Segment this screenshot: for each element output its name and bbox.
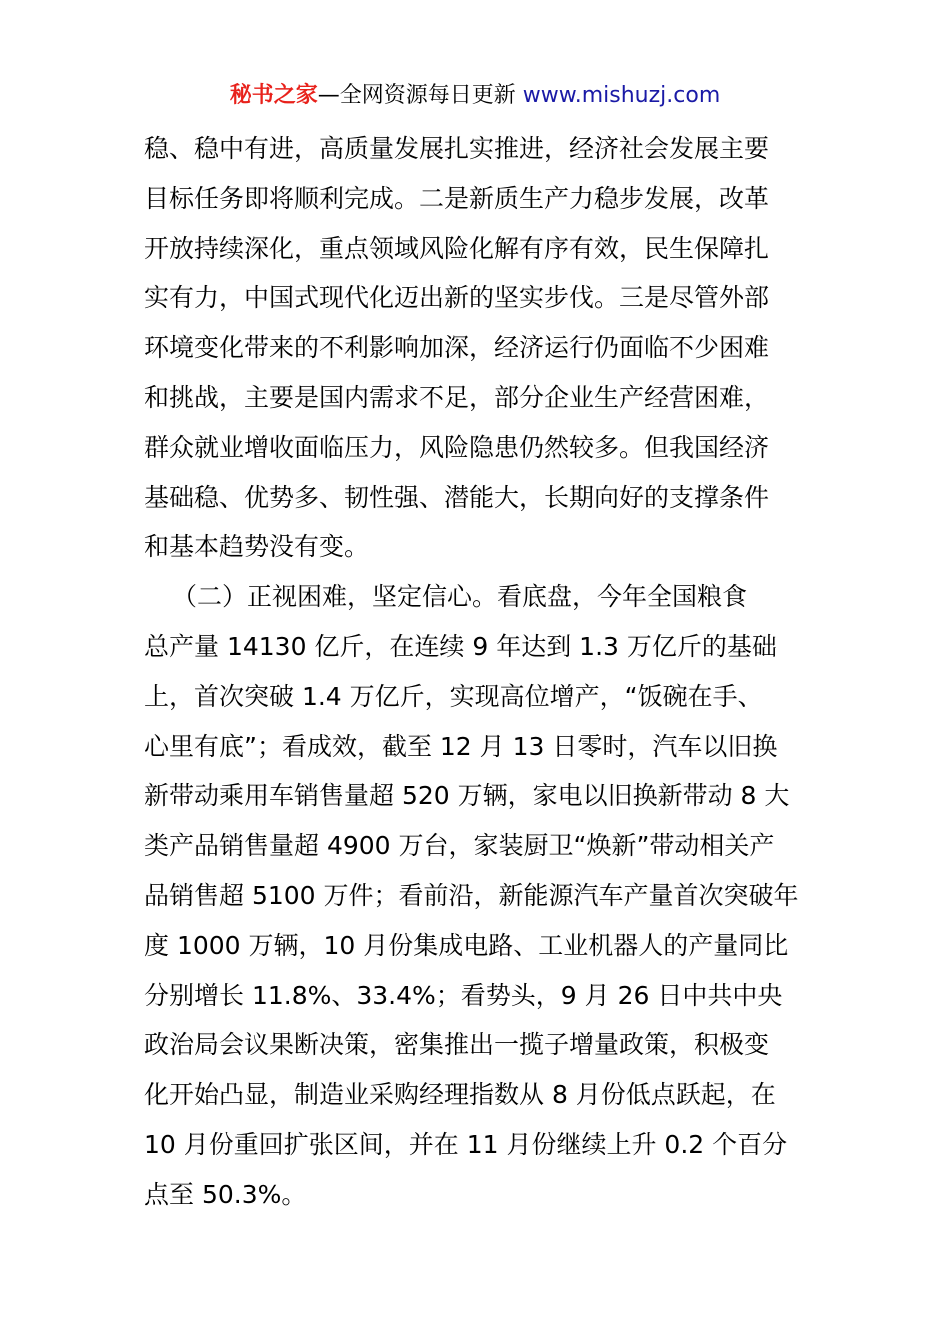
text-line: 基础稳、优势多、韧性强、潜能大，长期向好的支撑条件 (144, 482, 770, 512)
text-line: 群众就业增收面临压力，风险隐患仍然较多。但我国经济 (144, 432, 770, 462)
text-line: 上，首次突破 1.4 万亿斤，实现高位增产，“饭碗在手、 (144, 681, 763, 711)
text-line: 品销售超 5100 万件；看前沿，新能源汽车产量首次突破年 (144, 880, 799, 910)
text-line: 和挑战，主要是国内需求不足，部分企业生产经营困难， (144, 382, 770, 412)
text-line: 目标任务即将顺利完成。二是新质生产力稳步发展，改革 (144, 183, 770, 213)
site-header (0, 80, 950, 112)
site-url-link[interactable]: www.mishuzj.com (522, 83, 721, 108)
site-brand: 秘书之家 (229, 83, 318, 108)
text-line: 点至 50.3%。 (144, 1179, 307, 1209)
paragraph-first-line: （二）正视困难，坚定信心。看底盘，今年全国粮食 (172, 582, 748, 612)
text-line: 化开始凸显，制造业采购经理指数从 8 月份低点跃起，在 (144, 1080, 776, 1110)
text-line: 开放持续深化，重点领域风险化解有序有效，民生保障扎 (144, 233, 770, 263)
text-line: 10 月份重回扩张区间，并在 11 月份继续上升 0.2 个百分 (144, 1129, 788, 1159)
text-line: 度 1000 万辆，10 月份集成电路、工业机器人的产量同比 (144, 930, 789, 960)
site-tagline: —全网资源每日更新 (317, 83, 516, 108)
text-line: 稳、稳中有进，高质量发展扎实推进，经济社会发展主要 (144, 134, 770, 163)
text-line: 分别增长 11.8%、33.4%；看势头，9 月 26 日中共中央 (144, 980, 783, 1010)
text-line: 实有力，中国式现代化迈出新的坚实步伐。三是尽管外部 (144, 283, 770, 313)
text-line: 新带动乘用车销售量超 520 万辆，家电以旧换新带动 8 大 (144, 781, 790, 811)
text-line: 心里有底”；看成效，截至 12 月 13 日零时，汽车以旧换 (144, 731, 778, 761)
text-line: 总产量 14130 亿斤，在连续 9 年达到 1.3 万亿斤的基础 (144, 631, 777, 661)
text-line: 类产品销售量超 4900 万台，家装厨卫“焕新”带动相关产 (144, 831, 775, 861)
text-line: 和基本趋势没有变。 (144, 532, 370, 562)
text-line: 政治局会议果断决策，密集推出一揽子增量政策，积极变 (144, 1030, 770, 1060)
text-line: 环境变化带来的不利影响加深，经济运行仍面临不少困难 (144, 333, 770, 363)
document-body (144, 124, 844, 1220)
